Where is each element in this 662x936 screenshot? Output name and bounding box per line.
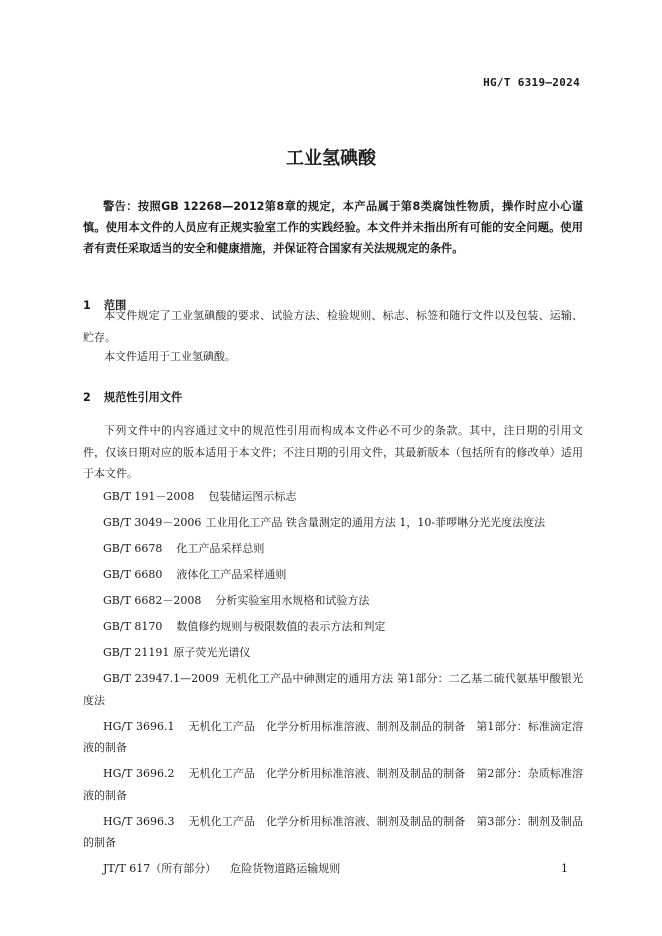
reference-title: 原子荧光光谱仪: [173, 646, 251, 659]
reference-title: 数值修约规则与极限数值的表示方法和判定: [176, 620, 386, 633]
reference-code: GB/T 6682－2008: [103, 594, 202, 607]
reference-title: 无机化工产品 化学分析用标准溶液、制剂及制品的制备 第2部分：杂质标准溶液的制备: [83, 767, 583, 802]
section-1-paragraph-2: 本文件适用于工业氢碘酸。: [104, 350, 236, 363]
reference-code: GB/T 23947.1—2009: [103, 672, 220, 685]
reference-item: [83, 642, 583, 664]
reference-item: [83, 858, 583, 880]
reference-item: [83, 512, 583, 534]
reference-title: 工业用化工产品 铁含量测定的通用方法 1，10-菲啰啉分光光度法度法: [205, 516, 546, 529]
reference-code: GB/T 8170: [103, 620, 163, 633]
reference-item: [83, 564, 583, 586]
reference-item: [83, 538, 583, 560]
reference-code: GB/T 6680: [103, 568, 163, 581]
reference-title: 化工产品采样总则: [176, 542, 265, 555]
section-1-number: 1: [83, 299, 91, 312]
reference-title: 危险货物道路运输规则: [230, 862, 341, 875]
section-2-title: 规范性引用文件: [103, 391, 183, 404]
reference-item: [83, 716, 583, 759]
reference-title: 无机化工产品 化学分析用标准溶液、制剂及制品的制备 第3部分：制剂及制品的制备: [83, 814, 583, 849]
reference-item: [83, 811, 583, 854]
reference-item: [83, 668, 583, 711]
reference-code: GB/T 191－2008: [103, 490, 195, 503]
reference-code: JT/T 617（所有部分）: [103, 862, 217, 875]
warning-paragraph: 警告：按照GB 12268—2012第8章的规定，本产品属于第8类腐蚀性物质，操作时应小心谨慎。使用本文件的人员应有正规实验室工作的实践经验。本文件并未指出所有可能的安全问题。使用者有责任采取适当的安全和健康措施，并保证符合国家有关法规规定的条件。: [83, 200, 583, 255]
reference-code: GB/T 3049－2006: [103, 516, 202, 529]
document-title: 工业氢碘酸: [286, 148, 376, 169]
section-1-paragraph-1: 本文件规定了工业氢碘酸的要求、试验方法、检验规则、标志、标签和随行文件以及包装、运输、贮存。: [83, 309, 583, 344]
reference-title: 包装储运图示标志: [208, 490, 297, 503]
section-1-title: 范围: [103, 299, 127, 312]
reference-item: [83, 486, 583, 508]
reference-code: HG/T 3696.2: [103, 767, 175, 780]
normative-reference-list: [83, 486, 583, 884]
reference-item: [83, 590, 583, 612]
section-2-intro: 下列文件中的内容通过文中的规范性引用而构成本文件必不可少的条款。其中，注日期的引用文件，仅该日期对应的版本适用于本文件；不注日期的引用文件，其最新版本（包括所有的修改单）适用于本文件。: [83, 424, 583, 480]
reference-title: 无机化工产品中砷测定的通用方法 第1部分：二乙基二硫代氨基甲酸银光度法: [83, 672, 583, 707]
page-number: 1: [561, 862, 568, 875]
reference-code: HG/T 3696.3: [103, 814, 175, 828]
standard-id: HG/T 6319—2024: [483, 76, 580, 89]
section-2-heading: [83, 389, 182, 405]
reference-title: 液体化工产品采样通则: [176, 568, 287, 581]
reference-item: [83, 616, 583, 638]
reference-title: 无机化工产品 化学分析用标准溶液、制剂及制品的制备 第1部分：标准滴定溶液的制备: [83, 719, 583, 754]
reference-code: GB/T 21191: [103, 646, 170, 659]
reference-code: GB/T 6678: [103, 542, 163, 555]
reference-item: [83, 763, 583, 806]
reference-title: 分析实验室用水规格和试验方法: [215, 594, 370, 607]
section-2-number: 2: [83, 391, 91, 404]
reference-code: HG/T 3696.1: [103, 719, 175, 733]
